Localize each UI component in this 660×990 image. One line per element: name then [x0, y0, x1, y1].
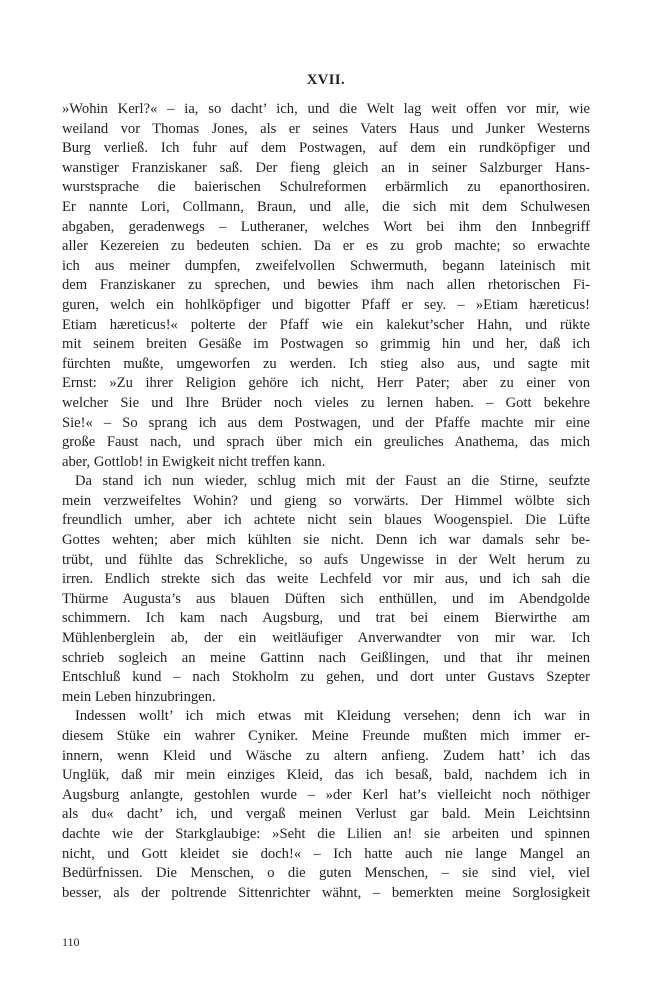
page-number: 110	[62, 935, 80, 949]
text-line: schimmern. Ich kam nach Augsburg, und trat bei einem Bierwirthe am	[62, 610, 590, 627]
text-line: wanstiger Franziskaner saß. Der fieng gleich an in seiner Salzburger Hans-	[62, 159, 590, 176]
chapter-title: XVII.	[306, 72, 346, 88]
text-line: Gottes wehten; aber mich kühlten sie nicht. Denn ich war damals sehr be-	[62, 532, 590, 549]
text-line: dachte wie der Starkglaubige: »Seht die Lilien an! sie arbeiten und spinnen	[62, 825, 590, 842]
text-line: welcher Sie und Ihre Brüder noch vieles zu lernen haben. – Gott bekehre	[62, 394, 590, 411]
text-line: mein Leben hinzubringen.	[62, 688, 216, 705]
text-line: schrieb sogleich an meine Gattinn nach Geißlingen, und that ihr meinen	[62, 649, 590, 666]
text-line: trübt, und fühlte das Schrekliche, so aufs Ungewisse in der Welt herum zu	[62, 551, 590, 568]
text-line: wurstsprache die baierischen Schulreformen erbärmlich zu epanorthosiren.	[62, 179, 590, 196]
text-line: dem Franziskaner zu sprechen, und bewies ihm nach allen rhetorischen Fi-	[62, 277, 590, 294]
text-line: freundlich umher, aber ich achtete nicht sein blaues Woogenspiel. Die Lüfte	[62, 512, 590, 529]
text-line: Er nannte Lori, Collmann, Braun, und alle, die sich mit dem Schulwesen	[62, 198, 590, 215]
text-line: Ernst: »Zu ihrer Religion gehöre ich nicht, Herr Pater; aber zu einer von	[62, 375, 590, 392]
text-line: Da stand ich nun wieder, schlug mich mit der Faust an die Stirne, seufzte	[75, 473, 590, 490]
text-line: als du« dacht’ ich, und vergaß meinen Verlust gar bald. Mein Leichtsinn	[62, 806, 590, 823]
text-line: besser, als der poltrende Sittenrichter wähnt, – bemerkten meine Sorglosigkeit	[62, 884, 590, 901]
text-line: nicht, und Gott kleidet sie doch!« – Ich hatte auch nie lange Mangel an	[62, 845, 590, 862]
text-line: aber, Gottlob! in Ewigkeit nicht treffen kann.	[62, 453, 326, 470]
text-line: mit seinem breiten Gesäße im Postwagen so grimmig hin und her, daß ich	[62, 336, 590, 353]
text-line: Burg verließ. Ich fuhr auf dem Postwagen, auf dem ein rundköpfiger und	[62, 140, 590, 157]
text-line: Augsburg anlangte, gestohlen wurde – »der Kerl hat’s vielleicht noch nöthiger	[62, 786, 590, 803]
text-line: innern, wenn Kleid und Wäsche zu altern anfieng. Zudem hatt’ ich das	[62, 747, 590, 764]
text-line: Etiam hæreticus!« polterte der Pfaff wie ein kalekut’scher Hahn, und rükte	[62, 316, 590, 333]
text-line: Mühlenberglein ab, der ein weitläufiger Anverwandter von mir war. Ich	[62, 630, 590, 647]
text-line: fürchten mußte, umgeworfen zu werden. Ich stieg also aus, und sagte mit	[62, 355, 590, 372]
text-line: Entschluß kund – nach Stokholm zu gehen, und dort unter Gustavs Szepter	[62, 669, 590, 686]
text-line: Sie!« – So sprang ich aus dem Postwagen, und der Pfaffe machte mir eine	[62, 414, 590, 431]
text-line: Unglük, daß mir mein einziges Kleid, das ich besaß, bald, nachdem ich in	[62, 767, 590, 784]
text-line: mein verzweifeltes Wohin? und gieng so vorwärts. Der Himmel wölbte sich	[62, 492, 590, 509]
text-line: guren, welch ein hohlköpfiger und bigotter Pfaff er sey. – »Etiam hæreticus!	[62, 296, 590, 313]
text-line: aller Kezereien zu bedeuten schien. Da er es zu grob machte; so erwachte	[62, 238, 590, 255]
text-line: abgaben, geradenwegs – Lutheraner, welches Wort bei ihm den Innbegriff	[62, 218, 590, 235]
text-line: weiland vor Thomas Jones, als er seines Vaters Haus und Junker Westerns	[62, 120, 590, 137]
text-line: irren. Endlich strekte sich das weite Lechfeld vor mir aus, und ich sah die	[62, 571, 590, 588]
text-line: diesem Stüke ein wahrer Cyniker. Meine Freunde mußten mich immer er-	[62, 728, 590, 744]
text-line: Indessen wollt’ ich mich etwas mit Kleidung versehen; denn ich war in	[75, 708, 590, 725]
text-line: »Wohin Kerl?« – ia, so dacht’ ich, und die Welt lag weit offen vor mir, wie	[62, 101, 590, 117]
text-line: Bedürfnissen. Die Menschen, o die guten Menschen, – sie sind viel, viel	[62, 865, 590, 882]
text-line: große Faust nach, und sprach über mich ein greuliches Anathema, das mich	[62, 434, 590, 451]
text-line: ich aus meiner dumpfen, zweifelvollen Schwermuth, begann lateinisch mit	[62, 257, 590, 274]
text-line: Thürme Augusta’s aus blauen Düften sich enthüllen, und im Abendgolde	[62, 590, 590, 607]
book-page	[62, 0, 590, 990]
body-text	[62, 100, 590, 903]
